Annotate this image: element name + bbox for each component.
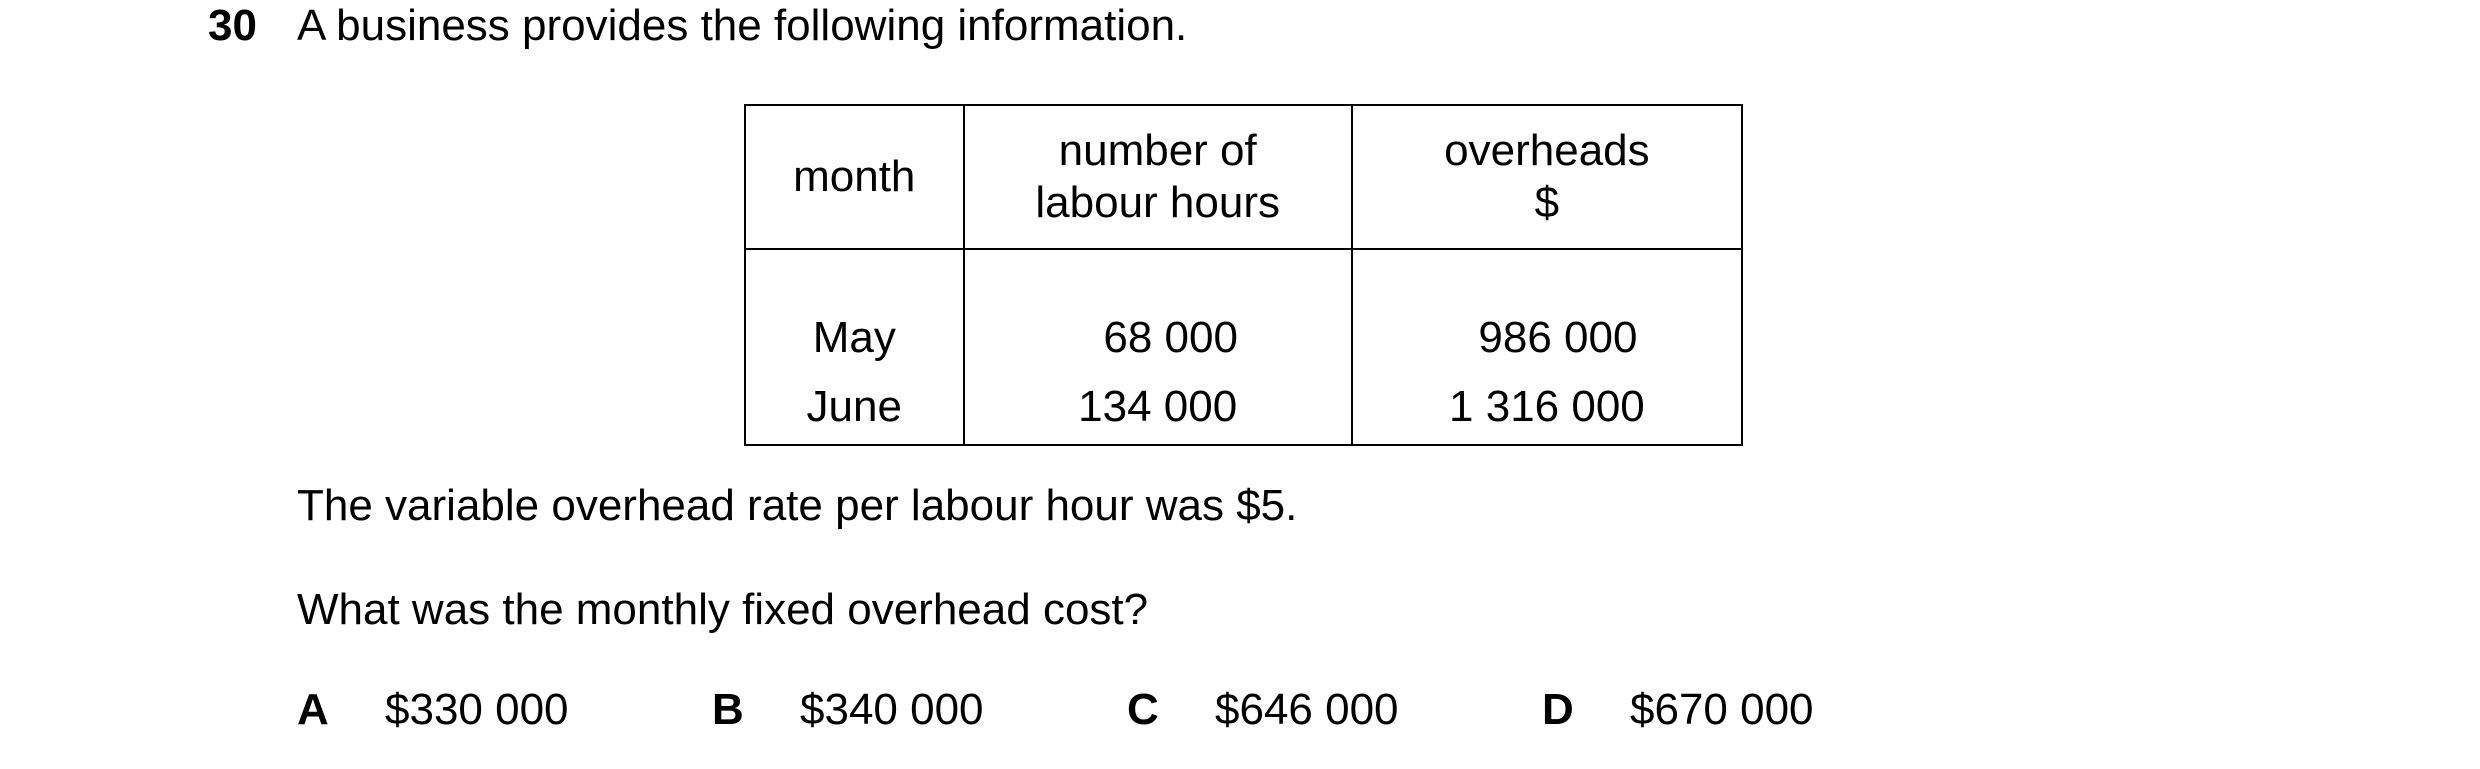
cell-overheads bbox=[1352, 370, 1742, 445]
cell-hours bbox=[964, 249, 1352, 370]
cell-hours-value: 68 000 bbox=[1103, 313, 1238, 362]
question-number: 30 bbox=[208, 1, 257, 50]
header-overheads bbox=[1352, 105, 1742, 249]
question-intro: A business provides the following information. bbox=[297, 1, 1188, 50]
option-letter: A bbox=[297, 685, 329, 734]
header-hours-line2: labour hours bbox=[1035, 178, 1280, 227]
header-month bbox=[745, 105, 964, 249]
header-overheads-line2: $ bbox=[1534, 178, 1560, 227]
question-prompt: What was the monthly fixed overhead cost? bbox=[297, 585, 1149, 634]
option-value: $330 000 bbox=[385, 685, 569, 734]
option-value: $340 000 bbox=[800, 685, 984, 734]
rate-statement: The variable overhead rate per labour hour was $5. bbox=[297, 481, 1298, 530]
cell-overheads-value: 1 316 000 bbox=[1449, 382, 1645, 431]
table-row bbox=[745, 249, 1742, 370]
cell-month: May bbox=[745, 249, 964, 370]
information-table bbox=[744, 104, 1743, 446]
header-hours-line1: number of bbox=[1058, 126, 1257, 175]
option-letter: D bbox=[1542, 685, 1574, 734]
option-letter: B bbox=[712, 685, 744, 734]
header-month-label: month bbox=[793, 152, 916, 201]
header-overheads-line1: overheads bbox=[1444, 126, 1650, 175]
cell-overheads bbox=[1352, 249, 1742, 370]
cell-hours-value: 134 000 bbox=[1078, 382, 1238, 431]
option-letter: C bbox=[1127, 685, 1159, 734]
cell-month: June bbox=[745, 370, 964, 445]
cell-overheads-value: 986 000 bbox=[1478, 313, 1638, 362]
cell-hours bbox=[964, 370, 1352, 445]
option-value: $670 000 bbox=[1630, 685, 1814, 734]
option-value: $646 000 bbox=[1215, 685, 1399, 734]
table-row bbox=[745, 370, 1742, 445]
header-labour-hours bbox=[964, 105, 1352, 249]
table-header-row bbox=[745, 105, 1742, 249]
